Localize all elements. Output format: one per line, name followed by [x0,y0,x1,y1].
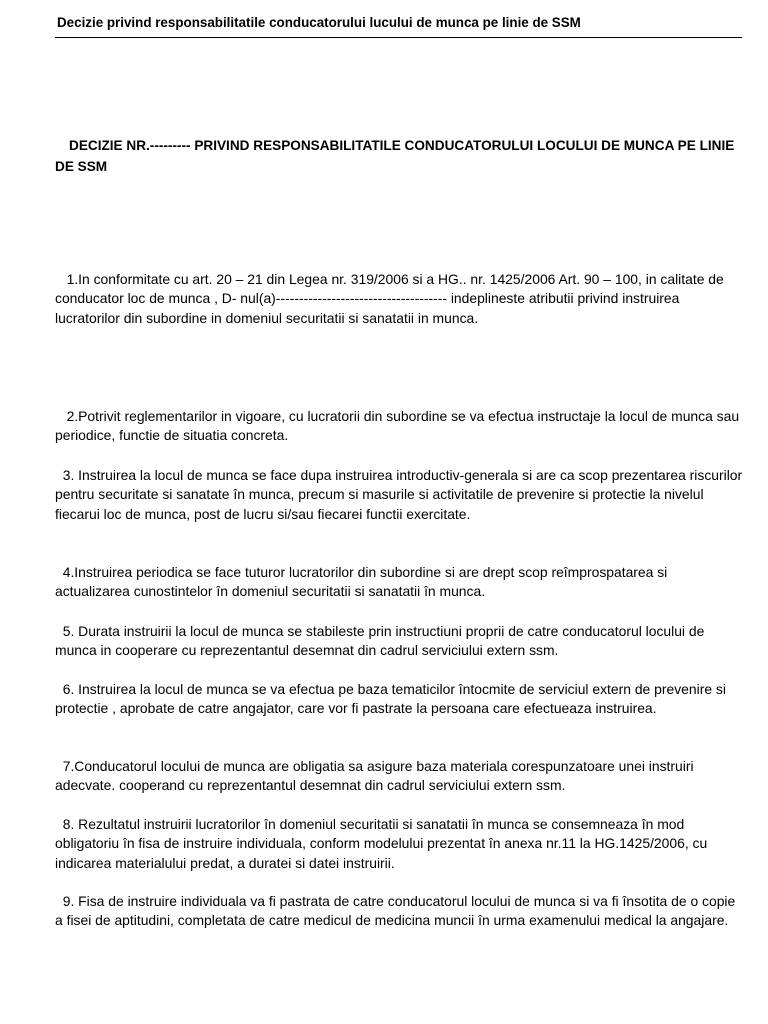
paragraph-2 [55,407,745,446]
paragraph-4 [55,563,745,602]
title-text: DECIZIE NR.--------- PRIVIND RESPONSABILITATILE CONDUCATORULUI LOCULUI DE MUNCA PE LINIE DE SSM [55,138,735,174]
paragraph-9-text: 9. Fisa de instruire individuala va fi pastrata de catre conducatorul locului de munca si va fi însotita de o copie a fisei de aptitudini, completata de catre medicul de medicina muncii în urma examenului medical la angajare. [55,893,736,929]
title-glyphs [55,138,69,153]
paragraph-7-text: 7.Conducatorul locului de munca are obligatia sa asigure baza materiala corespunzatoare unei instruiri adecvate. cooperand cu reprezentantul desemnat din cadrul serviciului extern ssm. [55,758,694,794]
header-rule [55,37,742,38]
paragraph-3-text: 3. Instruirea la locul de munca se face dupa instruirea introductiv-generala si are ca scop prezentarea riscurilor pentru securitate si sanatate în munca, precum si masurile si activitatile de prevenire si protectie la nivelul fiecarui loc de munca, post de lucru si/sau fiecarei functii exercitate. [55,467,743,522]
paragraph-5 [55,622,745,661]
document-title [55,135,745,177]
paragraph-7 [55,757,745,796]
paragraph-3 [55,466,745,524]
paragraph-1 [55,270,745,328]
paragraph-6-text: 6. Instruirea la locul de munca se va efectua pe baza tematicilor întocmite de serviciul extern de prevenire si protectie , aprobate de catre angajator, care vor fi pastrate la persoana care efectueaza instruirea. [55,681,726,717]
paragraph-8-text: 8. Rezultatul instruirii lucratorilor în domeniul securitatii si sanatatii în munca se consemneaza în mod obligatoriu în fisa de instruire individuala, conform modelului prezentat în anexa nr.11 la HG.1425/2006, cu indicarea materialului predat, a duratei si datei instruirii. [55,816,708,871]
paragraph-5-text: 5. Durata instruirii la locul de munca se stabileste prin instructiuni proprii de catre conducatorul locului de munca in cooperare cu reprezentantul desemnat din cadrul serviciului extern ssm. [55,623,705,659]
running-header: Decizie privind responsabilitatile conducatorului lucului de munca pe linie de SSM [57,15,581,30]
paragraph-8 [55,815,745,873]
paragraph-6 [55,680,745,719]
paragraph-1-text: 1.In conformitate cu art. 20 – 21 din Legea nr. 319/2006 si a HG.. nr. 1425/2006 Art. 90 – 100, in calitate de conducator loc de munca , D- nul(a)------------------------------------- indeplineste atributii privind instruirea lucratorilor din subordine in domeniul securitatii si sanatatii in munca. [55,271,724,326]
paragraph-2-text: 2.Potrivit reglementarilor in vigoare, cu lucratorii din subordine se va efectua instructaje la locul de munca sau periodice, functie de situatia concreta. [55,408,740,444]
paragraph-4-text: 4.Instruirea periodica se face tuturor lucratorilor din subordine si are drept scop reîmprospatarea si actualizarea cunostintelor în domeniul securitatii si sanatatii în munca. [55,564,668,600]
paragraph-9 [55,892,745,931]
